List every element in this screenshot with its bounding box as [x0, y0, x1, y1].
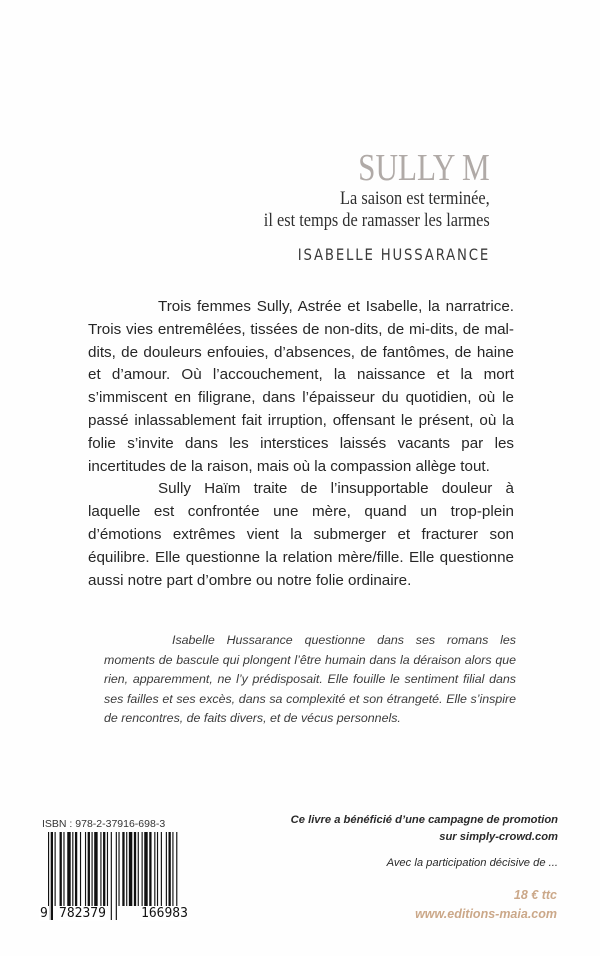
barcode-bar: [126, 832, 127, 906]
barcode-bar: [100, 832, 101, 906]
barcode-bar: [154, 832, 155, 906]
barcode-bar: [94, 832, 97, 906]
barcode-bar: [118, 832, 119, 906]
author-bio-text: Isabelle Hussarance questionne dans ses romans les moments de bascule qui plongent l’être humain dans la déraison alors que rien, apparemment, ne l’y prédisposait. Elle fouille le sentiment filial dans ses failles et ses excès, dans sa complexité et son étrangeté. Elle s’inspire de rencontres, de faits divers, et de vécus personnels.: [104, 633, 516, 725]
barcode-bar: [92, 832, 93, 906]
barcode-bar: [107, 832, 108, 906]
author-bio: [104, 631, 516, 729]
barcode-bar: [75, 832, 77, 906]
barcode-bar: [144, 832, 147, 906]
barcode-bar: [134, 832, 136, 906]
barcode-bar: [149, 832, 151, 906]
barcode-bar: [80, 832, 81, 906]
barcode-bar: [60, 832, 62, 906]
publisher-website: www.editions-maia.com: [415, 907, 557, 921]
barcode-digit-first: 9: [40, 906, 48, 921]
barcode-bar: [129, 832, 132, 906]
barcode-bar: [72, 832, 73, 906]
barcode-bar: [157, 832, 158, 906]
promotion-note: [291, 812, 558, 869]
blurb-paragraph-1: Trois femmes Sully, Astrée et Isabelle, la narratrice. Trois vies entremêlées, tissées de non-dits, de mi-dits, de mal-dits, de douleurs enfouies, d’absences, de fantômes, de haine et d’amour. Où l’accouchement, la naissance et la mort s’immiscent en filigrane, dans l’épaisseur du quotidien, où le passé inlassablement fait irruption, offensant le présent, où la folie s’invite dans les interstices laissés vacants par les incertitudes de la raison, mais où la compassion allège tout.: [88, 298, 514, 475]
subtitle-line-2: il est temps de ramasser les larmes: [264, 210, 490, 231]
title-block: [227, 148, 490, 232]
book-title: SULLY M: [358, 147, 490, 189]
barcode-bar: [122, 832, 124, 906]
barcode-bar: [88, 832, 90, 906]
barcode-bar: [138, 832, 139, 906]
blurb: [88, 296, 514, 592]
barcode-bar: [142, 832, 143, 906]
price: 18 € ttc: [513, 888, 557, 902]
promo-line-2: sur simply-crowd.com: [439, 831, 558, 843]
barcode-bar: [169, 832, 171, 906]
barcode-digits-group-2: 166983: [141, 906, 188, 921]
barcode-bar: [172, 832, 173, 906]
barcode-bar: [166, 832, 167, 906]
isbn-label: ISBN : 978-2-37916-698-3: [42, 818, 166, 830]
blurb-paragraph-2: Sully Haïm traite de l’insupportable douleur à laquelle est confrontée une mère, quand un trop-plein d’émotions extrêmes vient la submerger et fracturer son équilibre. Elle questionne la relation mère/fille. Elle questionne aussi notre part d’ombre ou notre folie ordinaire.: [88, 480, 514, 589]
barcode-bar: [55, 832, 56, 906]
subtitle-line-1: La saison est terminée,: [340, 188, 490, 209]
price-block: [415, 886, 557, 924]
author-name: ISABELLE HUSSARANCE: [297, 245, 490, 264]
promo-line-1: Ce livre a bénéficié d’une campagne de promotion: [290, 814, 558, 826]
barcode-bar: [161, 832, 162, 906]
promo-line-3: Avec la participation décisive de ...: [386, 857, 558, 869]
barcode-bar: [103, 832, 105, 906]
barcode-digits: [40, 906, 218, 922]
barcode-bar: [67, 832, 70, 906]
barcode-digits-group-1: 782379: [59, 906, 106, 921]
barcode-bar: [85, 832, 86, 906]
barcode-bar: [63, 832, 64, 906]
